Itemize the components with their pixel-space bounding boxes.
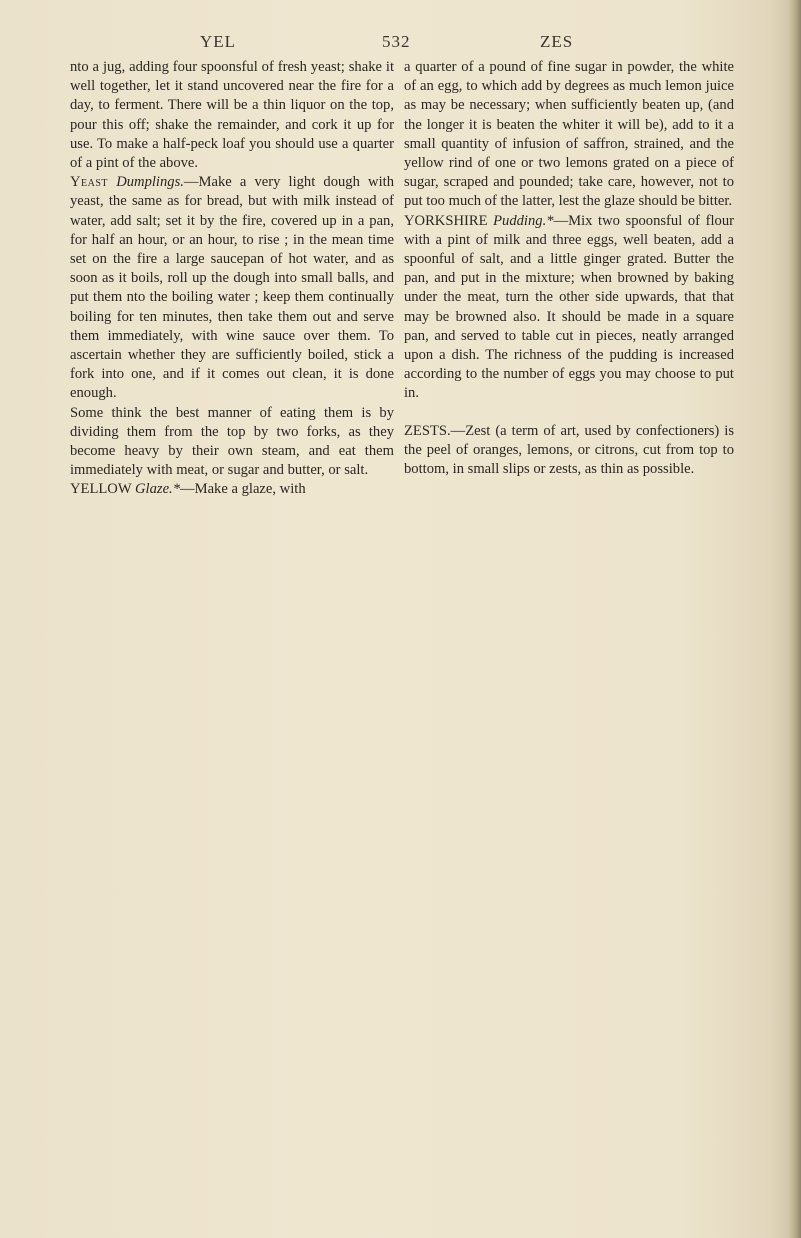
- header-right-guide-word: ZES: [540, 32, 574, 51]
- entry-title: Dumplings.: [116, 174, 184, 191]
- entry-body: —Make a glaze, with: [180, 481, 306, 498]
- entry-yeast-dumplings: [70, 173, 394, 403]
- paragraph-yeast-continued: nto a jug, adding four spoonsful of fresh yeast; shake it well together, let it stand uncovered near the fire for a day, to ferment. There will be a thin liquor on the top, pour this off; shake the remainder, and cork it up for use. To make a half-peck loaf you should use a quarter of a pint of the above.: [70, 59, 394, 172]
- entry-body: —Make a very light dough with yeast, the same as for bread, but with milk instead of water, add salt; set it by the fire, covered up in a pan, for half an hour, or an hour, to rise ; in the mean time set on the fire a large saucepan of hot water, and as soon as it boils, roll up the dough into small balls, and put them nto the boiling water ; keep them continually boiling for ten minutes, then take them out and serve them immediately, with wine sauce over them. To ascertain whether they are sufficiently boiled, stick a fork into one, and if it comes out clean, it is done enough.: [70, 174, 394, 402]
- page-edge: [787, 0, 801, 1238]
- entry-headword: YELLOW: [70, 481, 132, 498]
- entry-zests: [404, 422, 734, 480]
- header-left-guide-word: YEL: [200, 32, 237, 51]
- page-number: 532: [382, 32, 411, 51]
- running-header: [60, 32, 732, 56]
- entry-yellow-glaze: [70, 480, 394, 499]
- entry-yorkshire-pudding: [404, 212, 734, 404]
- entry-title: Glaze.*: [135, 481, 180, 498]
- right-column: [404, 58, 734, 479]
- entry-title: Pudding.*: [493, 212, 554, 229]
- paragraph-eating-dumplings: Some think the best manner of eating them is by dividing them from the top by two forks, as they become heavy by their own steam, and eat them immediately with meat, or sugar and butter, or salt.: [70, 404, 394, 479]
- entry-headword: YORKSHIRE: [404, 212, 488, 229]
- paragraph-glaze-continued: a quarter of a pound of fine sugar in powder, the white of an egg, to which add by degrees as much lemon juice as may be necessary; when sufficiently beaten up, (and the longer it is beaten the whiter it will be), add to it a small quantity of infusion of saffron, strained, and the yellow rind of one or two lemons grated on a piece of sugar, scraped and pounded; take care, however, not to put too much of the latter, lest the glaze should be bitter.: [404, 59, 734, 210]
- entry-body: —Mix two spoonsful of flour with a pint of milk and three eggs, well beaten, add a spoonful of salt, and a little ginger grated. Butter the pan, and put in the mixture; when browned by baking under the meat, turn the other side upwards, that that may be browned also. It should be made in a square pan, and served to table cut in pieces, neatly arranged upon a dish. The richness of the pudding is increased according to the number of eggs you may choose to put in.: [404, 212, 734, 402]
- entry-headword: ZESTS.: [404, 422, 451, 439]
- left-column: [70, 58, 394, 500]
- entry-body: —Zest (a term of art, used by confectioners) is the peel of oranges, lemons, or citrons, cut from top to bottom, in small slips or zests, as thin as possible.: [404, 422, 734, 478]
- entry-headword: Yeast: [70, 174, 109, 191]
